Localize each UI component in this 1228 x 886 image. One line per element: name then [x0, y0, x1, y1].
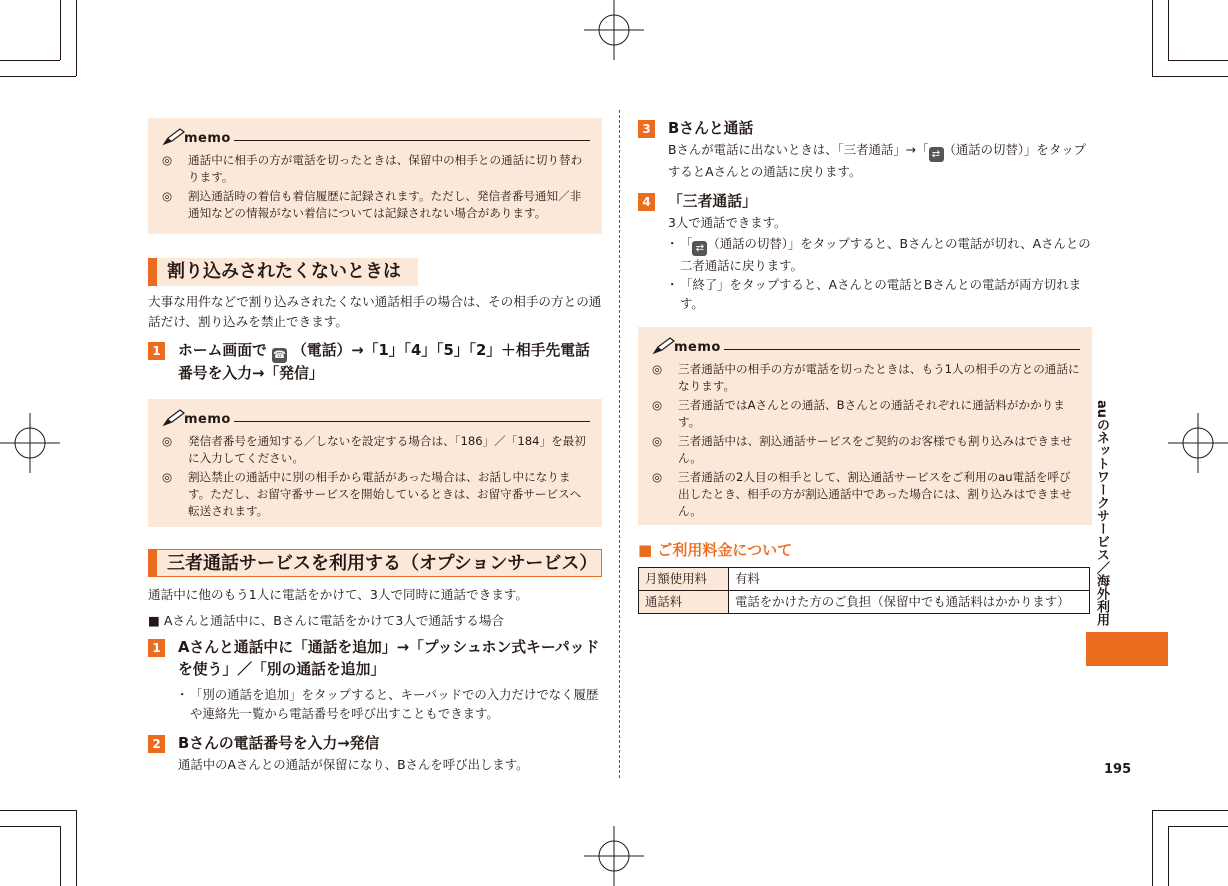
registration-mark	[1168, 413, 1228, 473]
registration-mark	[0, 413, 60, 473]
pencil-icon	[652, 337, 676, 355]
crop-mark	[1152, 76, 1228, 77]
registration-mark	[584, 0, 644, 60]
chapter-tab: auのネットワークサービス／海外利用	[1094, 400, 1109, 627]
crop-mark	[1168, 0, 1169, 60]
step-body-text: Bさんが電話に出ないときは、「三者通話」→「	[668, 142, 929, 157]
step	[148, 340, 602, 385]
bullet-item	[668, 234, 1092, 275]
step-title	[178, 340, 602, 385]
step	[638, 191, 1092, 313]
call-switch-icon: ⇄	[929, 147, 944, 162]
step-number: 2	[148, 735, 165, 753]
left-column	[148, 118, 602, 774]
column-divider	[619, 110, 620, 778]
crop-mark	[0, 76, 76, 77]
memo-item: ◎ 発信者番号を通知する／しないを設定する場合は、「186」／「184」を最初に入力してください。	[162, 433, 590, 467]
memo-rule	[724, 349, 1080, 350]
memo-item: ◎ 通話中に相手の方が電話を切ったときは、保留中の相手との通話に切り替わります。	[162, 152, 590, 186]
step-body-text: （通話の切替）」をタップするとAさんとの通話に戻ります。	[668, 142, 1086, 179]
step-number: 1	[148, 342, 165, 360]
crop-mark	[0, 826, 60, 827]
section-heading: 割り込みされたくないときは	[148, 258, 418, 286]
memo-header	[652, 337, 1080, 357]
crop-mark	[1152, 810, 1153, 886]
step-title: Bさんの電話番号を入力→発信	[178, 735, 380, 752]
call-switch-icon: ⇄	[692, 241, 707, 256]
crop-mark	[1168, 826, 1228, 827]
crop-mark	[1168, 60, 1228, 61]
step-title: 「三者通話」	[668, 193, 757, 210]
crop-mark	[0, 810, 76, 811]
step-title: Aさんと通話中に「通話を追加」→「プッシュホン式キーパッドを使う」／「別の通話を追加」	[178, 639, 600, 678]
bullet-item: ・ 「終了」をタップすると、Aさんとの電話とBさんとの電話が両方切れます。	[668, 275, 1092, 313]
crop-mark	[1152, 0, 1153, 76]
step-number: 3	[638, 120, 655, 138]
subheading: ■ Aさんと通話中に、Bさんに電話をかけて3人で通話する場合	[148, 613, 505, 628]
table-cell-label: 月額使用料	[639, 568, 729, 591]
step-body: 3人で通話できます。	[668, 215, 787, 230]
crop-mark	[0, 60, 60, 61]
memo-item: ◎ 三者通話中は、割込通話サービスをご契約のお客様でも割り込みはできません。	[652, 433, 1080, 467]
memo-item: ◎ 割込通話時の着信も着信履歴に記録されます。ただし、発信者番号通知／非通知などの情報がない着信については記録されない場合があります。	[162, 188, 590, 222]
section-heading: 三者通話サービスを利用する（オプションサービス）	[148, 549, 602, 577]
step-number: 1	[148, 639, 165, 657]
memo-label: memo	[674, 340, 721, 355]
step	[148, 733, 602, 774]
memo-rule	[234, 140, 590, 141]
table-cell-value: 有料	[729, 568, 1090, 591]
step-title: Bさんと通話	[668, 120, 754, 137]
memo-label: memo	[184, 131, 231, 146]
memo-box	[638, 327, 1092, 525]
step-body	[668, 140, 1092, 181]
right-column	[638, 118, 1092, 614]
section-intro: 大事な用件などで割り込みされたくない通話相手の場合は、その相手の方との通話だけ、割り込みを禁止できます。	[148, 294, 602, 329]
memo-box	[148, 399, 602, 527]
step	[638, 118, 1092, 181]
memo-header	[162, 128, 590, 148]
crop-mark	[60, 826, 61, 886]
crop-mark	[60, 0, 61, 60]
memo-item: ◎ 三者通話中の相手の方が電話を切ったときは、もう1人の相手の方との通話になります。	[652, 361, 1080, 395]
fees-heading: ■ ご利用料金について	[638, 541, 793, 559]
step	[148, 637, 602, 723]
table-row	[639, 568, 1090, 591]
step-title-text: ホーム画面で	[178, 342, 267, 359]
crop-mark	[76, 810, 77, 886]
section-intro: 通話中に他のもう1人に電話をかけて、3人で同時に通話できます。	[148, 587, 528, 602]
step-title-text: （電話）→「1」「4」「5」「2」＋相手先電話番号を入力→「発信」	[178, 342, 590, 382]
page-number: 195	[1104, 762, 1132, 777]
bullet-text: 「	[680, 236, 693, 251]
memo-header	[162, 409, 590, 429]
crop-mark	[1168, 826, 1169, 886]
step-number: 4	[638, 193, 655, 211]
table-cell-value: 電話をかけた方のご負担（保留中でも通話料はかかります）	[729, 591, 1090, 614]
bullet-item: ・ 「別の通話を追加」をタップすると、キーパッドでの入力だけでなく履歴や連絡先一覧から電話番号を呼び出すこともできます。	[178, 685, 602, 723]
table-cell-label: 通話料	[639, 591, 729, 614]
crop-mark	[76, 0, 77, 76]
fees-table	[638, 567, 1090, 614]
pencil-icon	[162, 128, 186, 146]
pencil-icon	[162, 409, 186, 427]
step-body: 通話中のAさんとの通話が保留になり、Bさんを呼び出します。	[178, 757, 529, 772]
memo-label: memo	[184, 412, 231, 427]
memo-item: ◎ 割込禁止の通話中に別の相手から電話があった場合は、お話し中になります。ただし、お留守番サービスを開始しているときは、お留守番サービスへ転送されます。	[162, 469, 590, 520]
registration-mark	[584, 826, 644, 886]
chapter-marker	[1086, 632, 1168, 666]
crop-mark	[1152, 810, 1228, 811]
memo-item: ◎ 三者通話ではAさんとの通話、Bさんとの通話それぞれに通話料がかかります。	[652, 397, 1080, 431]
table-row	[639, 591, 1090, 614]
memo-item: ◎ 三者通話の2人目の相手として、割込通話サービスをご利用のau電話を呼び出したとき、相手の方が割込通話中であった場合には、割り込みはできません。	[652, 469, 1080, 520]
phone-app-icon: ☎	[273, 350, 286, 361]
memo-rule	[234, 421, 590, 422]
bullet-text: （通話の切替）」をタップすると、Bさんとの電話が切れ、Aさんとの二者通話に戻ります。	[680, 236, 1091, 273]
memo-box	[148, 118, 602, 234]
